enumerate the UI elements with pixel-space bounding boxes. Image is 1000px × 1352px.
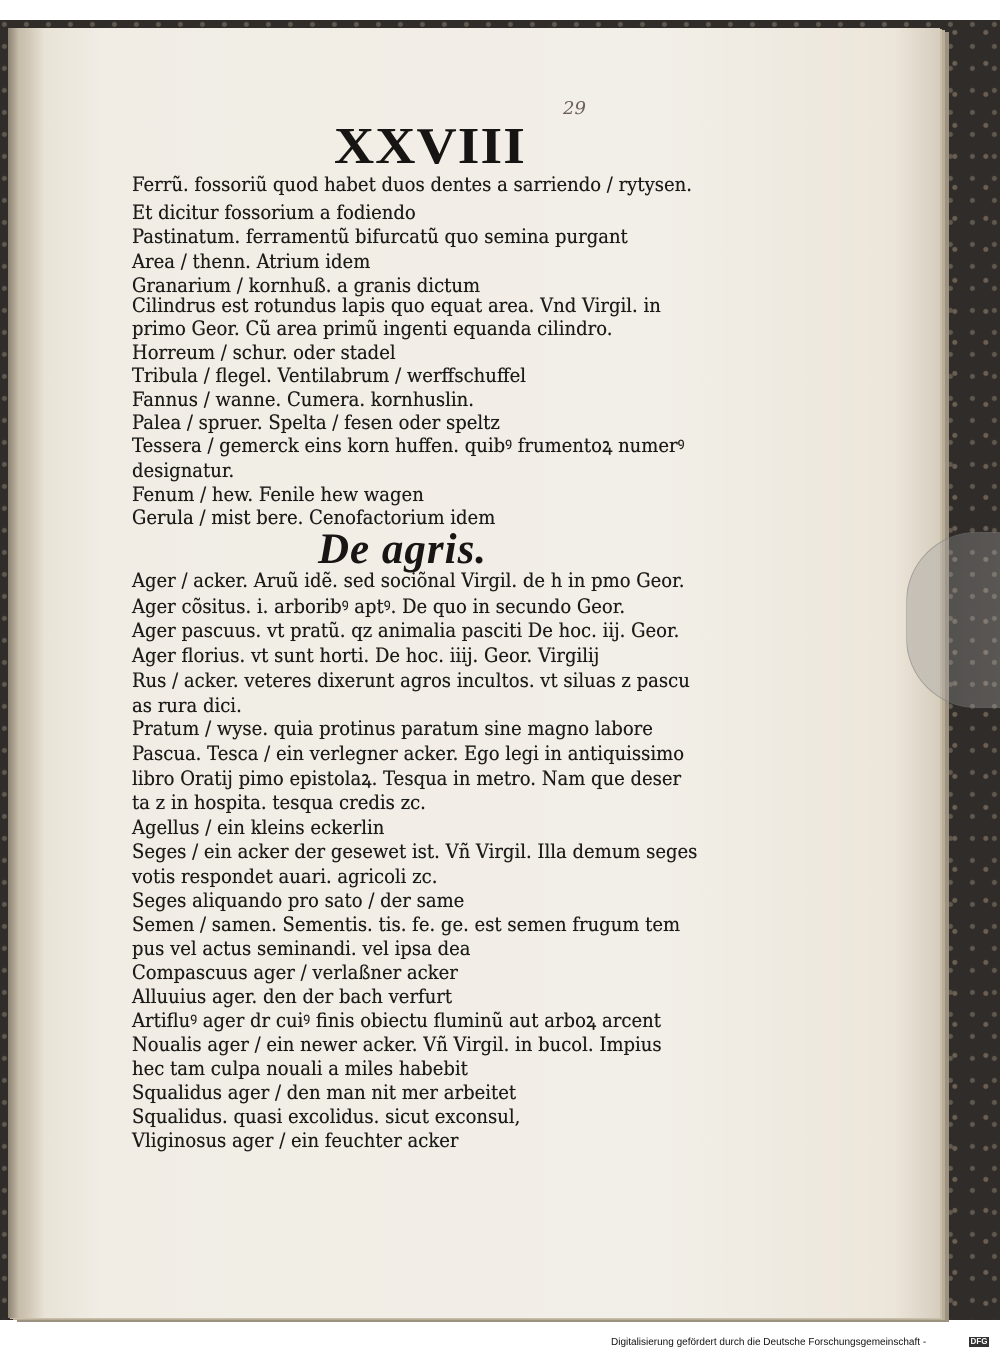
text-line: Squalidus. quasi excolidus. sicut exconsul,	[132, 1104, 521, 1128]
text-line: Pascua. Tesca / ein verlegner acker. Ego legi in antiquissimo	[132, 741, 685, 765]
text-line: Agellus / ein kleins eckerlin	[132, 815, 385, 839]
text-line: Fenum / hew. Fenile hew wagen	[132, 482, 424, 506]
text-line: Seges / ein acker der gesewet ist. Vñ Virgil. Illa demum seges	[132, 839, 698, 863]
text-line: libro Oratij pimo epistolaꝝ. Tesqua in metro. Nam que deser	[132, 766, 682, 790]
text-line: pus vel actus seminandi. vel ipsa dea	[132, 936, 471, 960]
text-line: Et dicitur fossorium a fodiendo	[132, 200, 416, 224]
text-line: Pastinatum. ferramentũ bifurcatũ quo semina purgant	[132, 224, 628, 248]
dfg-logo	[969, 1337, 989, 1347]
text-line: primo Geor. Cũ area primũ ingenti equanda cilindro.	[132, 316, 613, 340]
text-line: ta z in hospita. tesqua credis zc.	[132, 790, 426, 814]
text-line: hec tam culpa nouali a miles habebit	[132, 1056, 468, 1080]
text-line: Tessera / gemerck eins korn huffen. quibꝰ frumentoꝝ numerꝰ	[132, 433, 685, 457]
text-line: Alluuius ager. den der bach verfurt	[132, 984, 453, 1008]
text-line: Seges aliquando pro sato / der same	[132, 888, 465, 912]
text-line: Gerula / mist bere. Cenofactorium idem	[132, 505, 496, 529]
text-line: Noualis ager / ein newer acker. Vñ Virgil. in bucol. Impius	[132, 1032, 662, 1056]
page-gutter-shadow	[8, 28, 44, 1318]
text-line: Ager pascuus. vt pratũ. qz animalia pasciti De hoc. iij. Geor.	[132, 618, 680, 642]
text-line: Vliginosus ager / ein feuchter acker	[132, 1128, 459, 1152]
digitization-credit: Digitalisierung gefördert durch die Deutsche Forschungsgemeinschaft -	[611, 1337, 927, 1348]
text-line: as rura dici.	[132, 693, 242, 717]
dfg-logo-text: DFG	[970, 1337, 988, 1346]
text-line: votis respondet auari. agricoli zc.	[132, 864, 438, 888]
text-line: Ager / acker. Aruũ idẽ. sed sociõnal Virgil. de h in pmo Geor.	[132, 568, 685, 592]
folio-number: 29	[563, 98, 586, 119]
text-line: Semen / samen. Sementis. tis. fe. ge. est semen frugum tem	[132, 912, 681, 936]
text-line: Tribula / flegel. Ventilabrum / werffschuffel	[132, 363, 527, 387]
text-line: Cilindrus est rotundus lapis quo equat area. Vnd Virgil. in	[132, 293, 661, 317]
text-line: Horreum / schur. oder stadel	[132, 340, 396, 364]
text-line: Granarium / kornhuß. a granis dictum	[132, 273, 481, 297]
text-line: Pratum / wyse. quia protinus paratum sine magno labore	[132, 716, 653, 740]
text-line: Area / thenn. Atrium idem	[132, 249, 371, 273]
text-line: Squalidus ager / den man nit mer arbeitet	[132, 1080, 517, 1104]
chapter-heading: XXVIII	[334, 118, 526, 175]
text-line: Palea / spruer. Spelta / fesen oder speltz	[132, 410, 500, 434]
section-heading: De agris.	[318, 526, 488, 573]
text-line: designatur.	[132, 458, 235, 482]
text-line: Ager cõsitus. i. arboribꝰ aptꝰ. De quo in secundo Geor.	[132, 594, 626, 618]
text-line: Ferrũ. fossoriũ quod habet duos dentes a sarriendo / rytysen.	[132, 172, 692, 196]
text-line: Ager florius. vt sunt horti. De hoc. iiij. Geor. Virgilij	[132, 643, 600, 667]
text-line: Fannus / wanne. Cumera. kornhuslin.	[132, 387, 474, 411]
text-line: Rus / acker. veteres dixerunt agros incultos. vt siluas z pascu	[132, 668, 690, 692]
text-line: Artifluꝰ ager dr cuiꝰ finis obiectu fluminũ aut arboꝝ arcent	[132, 1008, 661, 1032]
text-line: Compascuus ager / verlaßner acker	[132, 960, 458, 984]
